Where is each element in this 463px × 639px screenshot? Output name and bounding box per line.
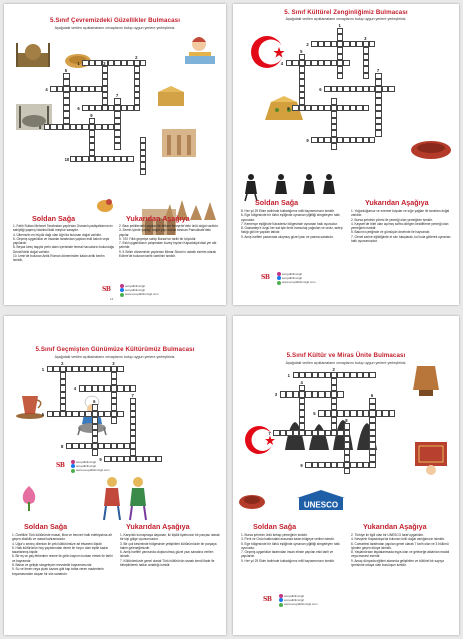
- crossword-cell[interactable]: [331, 60, 337, 66]
- crossword-cell[interactable]: [63, 79, 69, 85]
- instagram-link[interactable]: sosyalbilimcigil: [277, 272, 316, 276]
- crossword-cell[interactable]: [299, 54, 305, 60]
- globe-icon: [120, 293, 124, 297]
- across-clues: [241, 209, 345, 239]
- clue-number: 2: [306, 41, 309, 47]
- clue-number: 5: [313, 411, 316, 417]
- footer-links: [279, 594, 318, 607]
- clue-number: 2: [332, 367, 335, 372]
- website-link[interactable]: www.sosyalbilimcigil.com: [120, 292, 159, 296]
- clue-item: 10. İzmir'de bulunan Antik Roman döneminden kalan antik kentin ismidir.: [13, 254, 105, 263]
- clue-item: 2. Türkiye ile ilgili olan bir UNESCO taraf uygarlıktır.: [351, 533, 424, 537]
- crossword-cell[interactable]: [85, 443, 91, 449]
- clue-item: 7. Eski uygarlıkların çalışmaları kuzey kıyıları Kapadokya'daki yer altı şehridir.: [119, 241, 217, 250]
- clue-number: 9: [90, 112, 93, 118]
- crossword-grid: [4, 316, 226, 546]
- crossword-cell[interactable]: [114, 98, 120, 104]
- clue-item: 1. Yoğunluğumuz ve ezerme koyular ve sığır yağları ile tanıtılan doğal varlıktır.: [351, 209, 450, 218]
- puzzle-page-4: [233, 316, 459, 635]
- page-subtitle: Aşağıdaki verilen açıklamaların cevaplarını bulup uygun yerlere yerleştiriniz.: [285, 17, 407, 21]
- clue-item: 6. Ege bölgesinde bir türkü eşliğinde oynanan yiğitliği simgeleyen halk oyunudur.: [241, 213, 340, 222]
- crossword-cell[interactable]: [117, 366, 123, 372]
- page-number: 12: [110, 297, 114, 301]
- crossword-cell[interactable]: [337, 73, 343, 79]
- clue-number: 1: [287, 373, 290, 378]
- crossword-cell[interactable]: [343, 60, 349, 66]
- clue-number: 2: [135, 55, 138, 60]
- crossword-grid: [233, 316, 459, 546]
- clue-item: 3. Zemin içinde yaptığı doğal yapı olarak tanınan Pamukkale'deki yapılar.: [119, 228, 211, 237]
- down-heading: Yukarıdan Aşağıya: [363, 522, 427, 531]
- clue-number: 6: [77, 105, 80, 111]
- crossword-cell[interactable]: [369, 372, 375, 378]
- clue-item: 9. II.Selim döneminde yaptırılan Mimar Sinan'ın ustalık eserim olarak Edirne'de bulunan tarihi camiinin ismidir.: [119, 249, 216, 259]
- crossword-grid: [233, 4, 459, 224]
- clue-item: 5. Halk kültürünün hoş yapılarından demir ile hırçın olan eşitle kadar tasarlanmış kişidir.: [12, 545, 109, 555]
- across-heading: Soldan Sağa: [253, 522, 297, 531]
- clue-number: 6: [93, 399, 96, 405]
- clue-number: 1: [338, 23, 341, 28]
- down-clues: [120, 533, 222, 567]
- crossword-cell[interactable]: [388, 86, 394, 92]
- crossword-cell[interactable]: [325, 410, 331, 416]
- crossword-cell[interactable]: [140, 60, 146, 66]
- crossword-cell[interactable]: [369, 41, 375, 47]
- clue-item: 6. Geçmiş uygarlıklar ve insanlar tarafından yapılan eski kalıntı veya yapılardır.: [13, 236, 110, 246]
- clue-item: 9. Su ve itmen veya çiçek kazanı gibi kap tahta veren madenlerin boyamasından oluşan bir süs sanatıdır.: [12, 567, 104, 576]
- down-clues: [351, 533, 455, 567]
- clue-number: 8: [345, 418, 348, 424]
- clue-item: 8. Beyaz kireç taşıyla yerin alanı içerisinde termal havuzların bulunduğu Denizli'deki doğal varlıktır.: [13, 245, 115, 254]
- crossword-cell[interactable]: [130, 385, 136, 391]
- brand-logo: SB: [56, 462, 65, 469]
- puzzle-page-3: [4, 316, 226, 635]
- clue-item: 9. Amiş harfleri pazarında oluşmuş güzel yazı ve yazma sanatıdır.: [241, 234, 334, 239]
- clue-item: 1. Bursa şehrinin ünlü kebap yemeğinin ismidir.: [241, 533, 308, 537]
- crossword-cell[interactable]: [324, 137, 330, 143]
- footer-links: [71, 460, 110, 473]
- across-heading: Soldan Sağa: [24, 522, 68, 531]
- clue-item: 5. 700 Yıllık geçmişe sahip Bursa'nın tarihi bir köyüdür.: [119, 236, 197, 241]
- clue-number: 2: [61, 361, 64, 366]
- down-heading: Yukarıdan Aşağıya: [126, 522, 190, 531]
- brand-logo: SB: [263, 596, 272, 603]
- crossword-cell[interactable]: [369, 404, 375, 410]
- crossword-cell[interactable]: [331, 98, 337, 104]
- clue-item: 8. Yaşlandırılan faydalanmada eşya olan ve geleceğe aktarılan maddi veya manevi eserdir.: [351, 550, 450, 559]
- clue-number: 7: [115, 93, 119, 99]
- clue-item: 2. Bazı şekillerdeki yapılan ile bilinen Nevşehir'deki ünlü doğal varlıktır.: [119, 224, 219, 228]
- clue-number: 9: [99, 456, 102, 462]
- crossword-cell[interactable]: [363, 73, 369, 79]
- clue-item: 3. Pırnt ve Ordu hakkındaki arasında kalan bölgeye verilen isimdir.: [241, 537, 335, 542]
- crossword-cell[interactable]: [344, 423, 350, 429]
- clue-item: 5. Ege bölgesinde bir türkü eşliğinde oynanan yiğitliği simgeleyen halk oyunudur.: [241, 541, 340, 550]
- instagram-link[interactable]: sosyalbilimcigil: [279, 594, 318, 598]
- clue-number: 7: [131, 393, 134, 398]
- page-title: 5. Sınıf Kültürel Zenginliğimiz Bulmacası: [284, 9, 408, 16]
- crossword-cell[interactable]: [111, 417, 117, 423]
- clue-item: 4. Nevşehir Kapadokya'da bulunan ünlü doğal varlığımızın isimidir.: [351, 537, 445, 542]
- page-subtitle: Aşağıdaki verilen açıklamaların cevaplarını bulup uygun yerlere yerleştiriniz.: [54, 355, 176, 359]
- crossword-cell[interactable]: [92, 449, 98, 455]
- crossword-cell[interactable]: [134, 105, 140, 111]
- clue-item: 8. Her yıl 29 Ekim tarihinde kutladığımız milli bayramımızın ismidir.: [241, 209, 335, 213]
- clue-number: 3: [103, 61, 106, 67]
- clue-item: 5. Bakırın içeriğinde ve gümüşün devrinde ile hayvandır.: [351, 230, 431, 235]
- crossword-cell[interactable]: [389, 410, 395, 416]
- website-link[interactable]: www.sosyalbilimcigil.com: [277, 280, 316, 284]
- clue-item: 4. Ülkemizin en büyük dağı olan Ağrı'da bulunan doğal varlıktır.: [13, 232, 102, 237]
- crossword-cell[interactable]: [369, 462, 375, 468]
- crossword-cell[interactable]: [89, 118, 95, 124]
- crossword-cell[interactable]: [92, 404, 98, 410]
- clue-number: 5: [41, 411, 45, 417]
- down-heading: Yukarıdan Aşağıya: [126, 214, 190, 223]
- clue-number: 1: [77, 61, 80, 66]
- clue-number: 8: [61, 443, 64, 449]
- clue-number: 4: [300, 379, 303, 385]
- clue-item: 1. Karşılıklı konuşmaya dayanan, iki kişilik tiyatronun bir parçası olarak bir kişi gölge oyunumuzdur.: [120, 533, 220, 542]
- clue-number: 9: [306, 137, 309, 143]
- clue-number: 3: [364, 35, 367, 41]
- crossword-cell[interactable]: [331, 143, 337, 149]
- across-heading: Soldan Sağa: [32, 214, 76, 223]
- across-heading: Soldan Sağa: [255, 198, 299, 207]
- clue-number: 10: [64, 157, 70, 162]
- clue-item: 7. Kemençe eşliğinde Karadeniz bölgesinde oynanan halk oyunudur.: [241, 221, 338, 226]
- clue-item: 7. Kültürümüzde genel olarak Türk kültürünün sanatı kendi ifade ile birleştirilerek halkın anlattığı ismidir.: [120, 558, 215, 568]
- clue-item: 4. Uğur'u sevinç dilenları ile çeki kültürümüze ait efsanevi kişidir.: [12, 541, 103, 546]
- crossword-cell[interactable]: [114, 143, 120, 149]
- brand-logo: SB: [261, 274, 270, 281]
- crossword-cell[interactable]: [325, 391, 331, 397]
- crossword-cell[interactable]: [375, 79, 381, 85]
- clue-number: 4: [280, 61, 284, 66]
- crossword-cell[interactable]: [337, 462, 343, 468]
- clue-number: 9: [300, 462, 303, 468]
- down-clues: [351, 209, 455, 243]
- clue-item: 7. Geçmiş uygarlıklar tarafından insan elinde yapılan eski tarih ve yapılardır.: [241, 550, 334, 559]
- clue-item: 7. Genel zarine eğildiğinde el sıkı tutuşlarak, kol kola girilerek oynanan halk oyunumuzdur.: [351, 234, 451, 244]
- clue-number: 6: [370, 392, 374, 398]
- crossword-cell[interactable]: [293, 430, 299, 436]
- clue-item: 6. Amiş harfleri yanısında oluşturulmuş güzel yazı sanatına verilen isimdir.: [120, 550, 214, 559]
- globe-icon: [71, 469, 75, 473]
- facebook-link[interactable]: sosyalbilimcigil: [277, 276, 316, 280]
- crossword-cell[interactable]: [127, 105, 133, 111]
- clue-number: 8: [287, 105, 290, 111]
- footer-links: [277, 272, 316, 285]
- facebook-link[interactable]: sosyalbilimcigil: [279, 598, 318, 602]
- clue-item: 2. Bursa şehrinin yöresi ile yemeği olan yemeğinin ismidir.: [351, 217, 433, 222]
- clue-item: 4. Kayseri'de bilet olan açılmış soffra dörtgen kesiliftirme yemeği olan yemeğinin ismidir.: [351, 221, 449, 231]
- instagram-link[interactable]: sosyalbilimcigil: [71, 460, 110, 464]
- crossword-cell[interactable]: [156, 456, 162, 462]
- down-clues: [119, 224, 221, 258]
- crossword-grid: [4, 4, 226, 224]
- clue-number: 3: [112, 361, 115, 366]
- across-clues: [241, 533, 347, 563]
- crossword-cell[interactable]: [127, 156, 133, 162]
- clue-number: 1: [41, 367, 45, 372]
- crossword-cell[interactable]: [124, 443, 130, 449]
- clue-number: 4: [73, 386, 77, 392]
- page-title: 5.Sınıf Kültür ve Miras Ünite Bulmacası: [286, 352, 406, 359]
- clue-item: 6. Cumartesi tarafından yapılan genel olarak 7 tarih olan ve 3 bölümü içinden geçen dünya isimidir.: [351, 541, 449, 550]
- clue-number: 8: [39, 125, 42, 130]
- clue-item: 6. Bir eş ve yaş fethedme resme ile gelin kayının kurban etmek ile tarihi ve bayramdır.: [12, 554, 113, 563]
- clue-number: 7: [376, 67, 380, 73]
- page-subtitle: Aşağıdaki verilen açıklamaların cevaplarını bulup uygun yerlere yerleştiriniz.: [285, 361, 407, 365]
- crossword-cell[interactable]: [363, 105, 369, 111]
- clue-item: 1. Fatih Sultan Mehmet Tarafından yaptırılan Osmanlı padişahlarına ev sahipliği yapmış İstanbul'daki meşhur saraydır.: [13, 224, 113, 233]
- page-title: 5.Sınıf Geçmişten Günümüze Kültürümüz Bulmacası: [35, 346, 195, 353]
- crossword-cell[interactable]: [104, 385, 110, 391]
- footer-links: [120, 284, 159, 297]
- clue-item: 9. Her yıl 29 Ekim tarihinde kutladığımız milli bayramımızın ismidir.: [241, 558, 335, 563]
- crossword-cell[interactable]: [57, 124, 63, 130]
- brand-logo: SB: [102, 286, 111, 293]
- clue-number: 4: [45, 86, 48, 92]
- crossword-cell[interactable]: [337, 391, 343, 397]
- crossword-cell[interactable]: [331, 41, 337, 47]
- crossword-cell[interactable]: [369, 137, 375, 143]
- website-link[interactable]: www.sosyalbilimcigil.com: [71, 468, 110, 472]
- globe-icon: [279, 603, 283, 607]
- crossword-cell[interactable]: [95, 86, 101, 92]
- crossword-cell[interactable]: [117, 411, 123, 417]
- globe-icon: [277, 281, 281, 285]
- clue-item: 3. Bir çok kesiminde bölgesinde yetiştirilen kültürümüzde bir parçaya halen geleneğimizdir.: [120, 541, 217, 550]
- crossword-cell[interactable]: [124, 456, 130, 462]
- clue-item: 8. Bahar ve geliştir simgeleyen mevsimlik bayramımızdır.: [12, 563, 93, 568]
- clue-number: 3: [274, 392, 278, 398]
- across-clues: [12, 533, 116, 576]
- page-title: 5.Sınıf Çevremizdeki Güzellikler Bulmacası: [49, 17, 181, 24]
- clue-number: 7: [268, 430, 271, 436]
- clue-item: 8. Gaziantep'e özgü her kat işte ilerle hamurlaş yoğrulan ve ceviz, antep fıstığı gibi ile yapılan tatlıdır.: [241, 226, 343, 235]
- facebook-link[interactable]: sosyalbilimcigil: [71, 464, 110, 468]
- facebook-link[interactable]: sosyalbilimcigil: [120, 288, 159, 292]
- unesco-wordmark: UNESCO: [303, 500, 339, 510]
- across-clues: [13, 224, 115, 263]
- clue-number: 6: [319, 86, 322, 92]
- crossword-cell[interactable]: [104, 411, 110, 417]
- crossword-cell[interactable]: [140, 169, 146, 175]
- puzzle-page-2: [233, 4, 459, 305]
- down-heading: Yukarıdan Aşağıya: [365, 198, 429, 207]
- clue-number: 5: [300, 48, 303, 54]
- clue-item: 1. Özellikle Türk kültüründe masal, fikra ve benzeri halk edebiyatına ait geçen eksiklik ve masal kahramanıdır.: [12, 533, 112, 542]
- crossword-cell[interactable]: [375, 130, 381, 136]
- website-link[interactable]: www.sosyalbilimcigil.com: [279, 602, 318, 606]
- crossword-cell[interactable]: [299, 385, 305, 391]
- page-subtitle: Aşağıdaki verilen açıklamaların cevaplarını bulup uygun yerlere yerleştiriniz.: [54, 26, 176, 30]
- crossword-cell[interactable]: [344, 468, 350, 474]
- puzzle-page-1: [4, 4, 226, 305]
- clue-number: 5: [64, 67, 68, 73]
- crossword-cell[interactable]: [108, 124, 114, 130]
- crossword-cell[interactable]: [82, 156, 88, 162]
- instagram-link[interactable]: sosyalbilimcigil: [120, 284, 159, 288]
- clue-item: 9. Amaç dünyada eğitimi alanında geliştirilen ve kültürel bir sayıya içerisinde ortaya olan kuruluşun ismidir.: [351, 558, 444, 568]
